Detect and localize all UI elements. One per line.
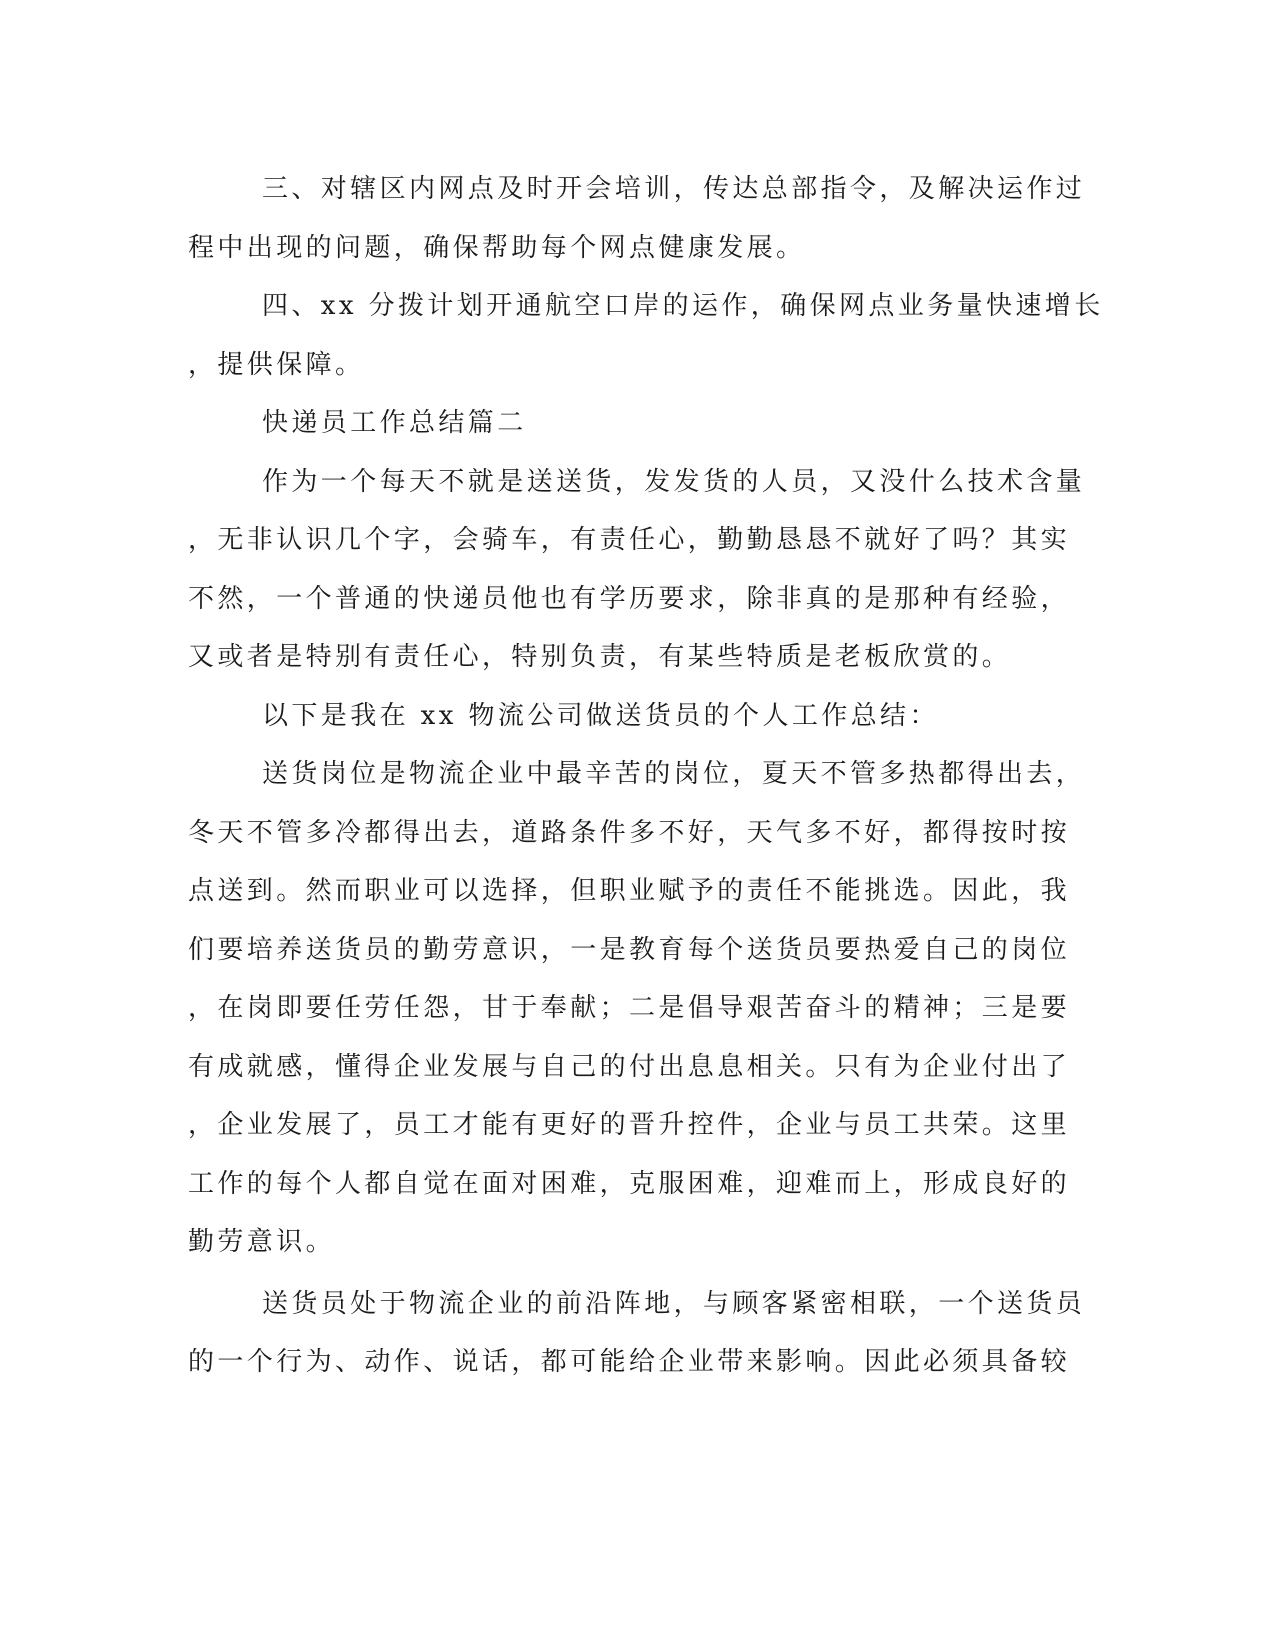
text-line: 程中出现的问题，确保帮助每个网点健康发展。 xyxy=(188,232,806,263)
text-line: 送货员处于物流企业的前沿阵地，与顾客紧密相联，一个送货员 xyxy=(262,1288,1086,1319)
text-line: 送货岗位是物流企业中最辛苦的岗位，夏天不管多热都得出去， xyxy=(262,759,1086,789)
text-line: 以下是我在 xx 物流公司做送货员的个人工作总结： xyxy=(262,700,939,731)
text-line: ，无非认识几个字，会骑车，有责任心，勤勤恳恳不就好了吗？其实 xyxy=(188,525,1071,555)
text-line: 勤劳意识。 xyxy=(188,1227,336,1257)
text-line: 工作的每个人都自觉在面对困难，克服困难，迎难而上，形成良好的 xyxy=(188,1168,1071,1199)
section-heading: 快递员工作总结篇二 xyxy=(262,408,527,438)
text-line: 作为一个每天不就是送送货，发发货的人员，又没什么技术含量 xyxy=(262,466,1086,497)
text-line: 又或者是特别有责任心，特别负责，有某些特质是老板欣赏的。 xyxy=(188,642,1012,672)
text-line: 冬天不管多冷都得出去，道路条件多不好，天气多不好，都得按时按 xyxy=(188,817,1071,848)
text-line: 点送到。然而职业可以选择，但职业赋予的责任不能挑选。因此，我 xyxy=(188,876,1071,906)
text-line: 不然，一个普通的快递员他也有学历要求，除非真的是那种有经验， xyxy=(188,583,1071,614)
text-line: 有成就感，懂得企业发展与自己的付出息息相关。只有为企业付出了 xyxy=(188,1051,1071,1082)
text-line: 四、xx 分拨计划开通航空口岸的运作，确保网点业务量快速增长 xyxy=(262,291,1104,321)
text-line: 三、对辖区内网点及时开会培训，传达总部指令，及解决运作过 xyxy=(262,174,1086,204)
text-line: ，在岗即要任劳任怨，甘于奉献；二是倡导艰苦奋斗的精神；三是要 xyxy=(188,993,1071,1023)
text-line: 的一个行为、动作、说话，都可能给企业带来影响。因此必须具备较 xyxy=(188,1347,1071,1377)
text-line: 们要培养送货员的勤劳意识，一是教育每个送货员要热爱自己的岗位 xyxy=(188,934,1071,965)
text-line: ，企业发展了，员工才能有更好的晋升控件，企业与员工共荣。这里 xyxy=(188,1110,1071,1140)
document-body xyxy=(188,160,1104,1392)
text-line: ，提供保障。 xyxy=(188,349,365,380)
